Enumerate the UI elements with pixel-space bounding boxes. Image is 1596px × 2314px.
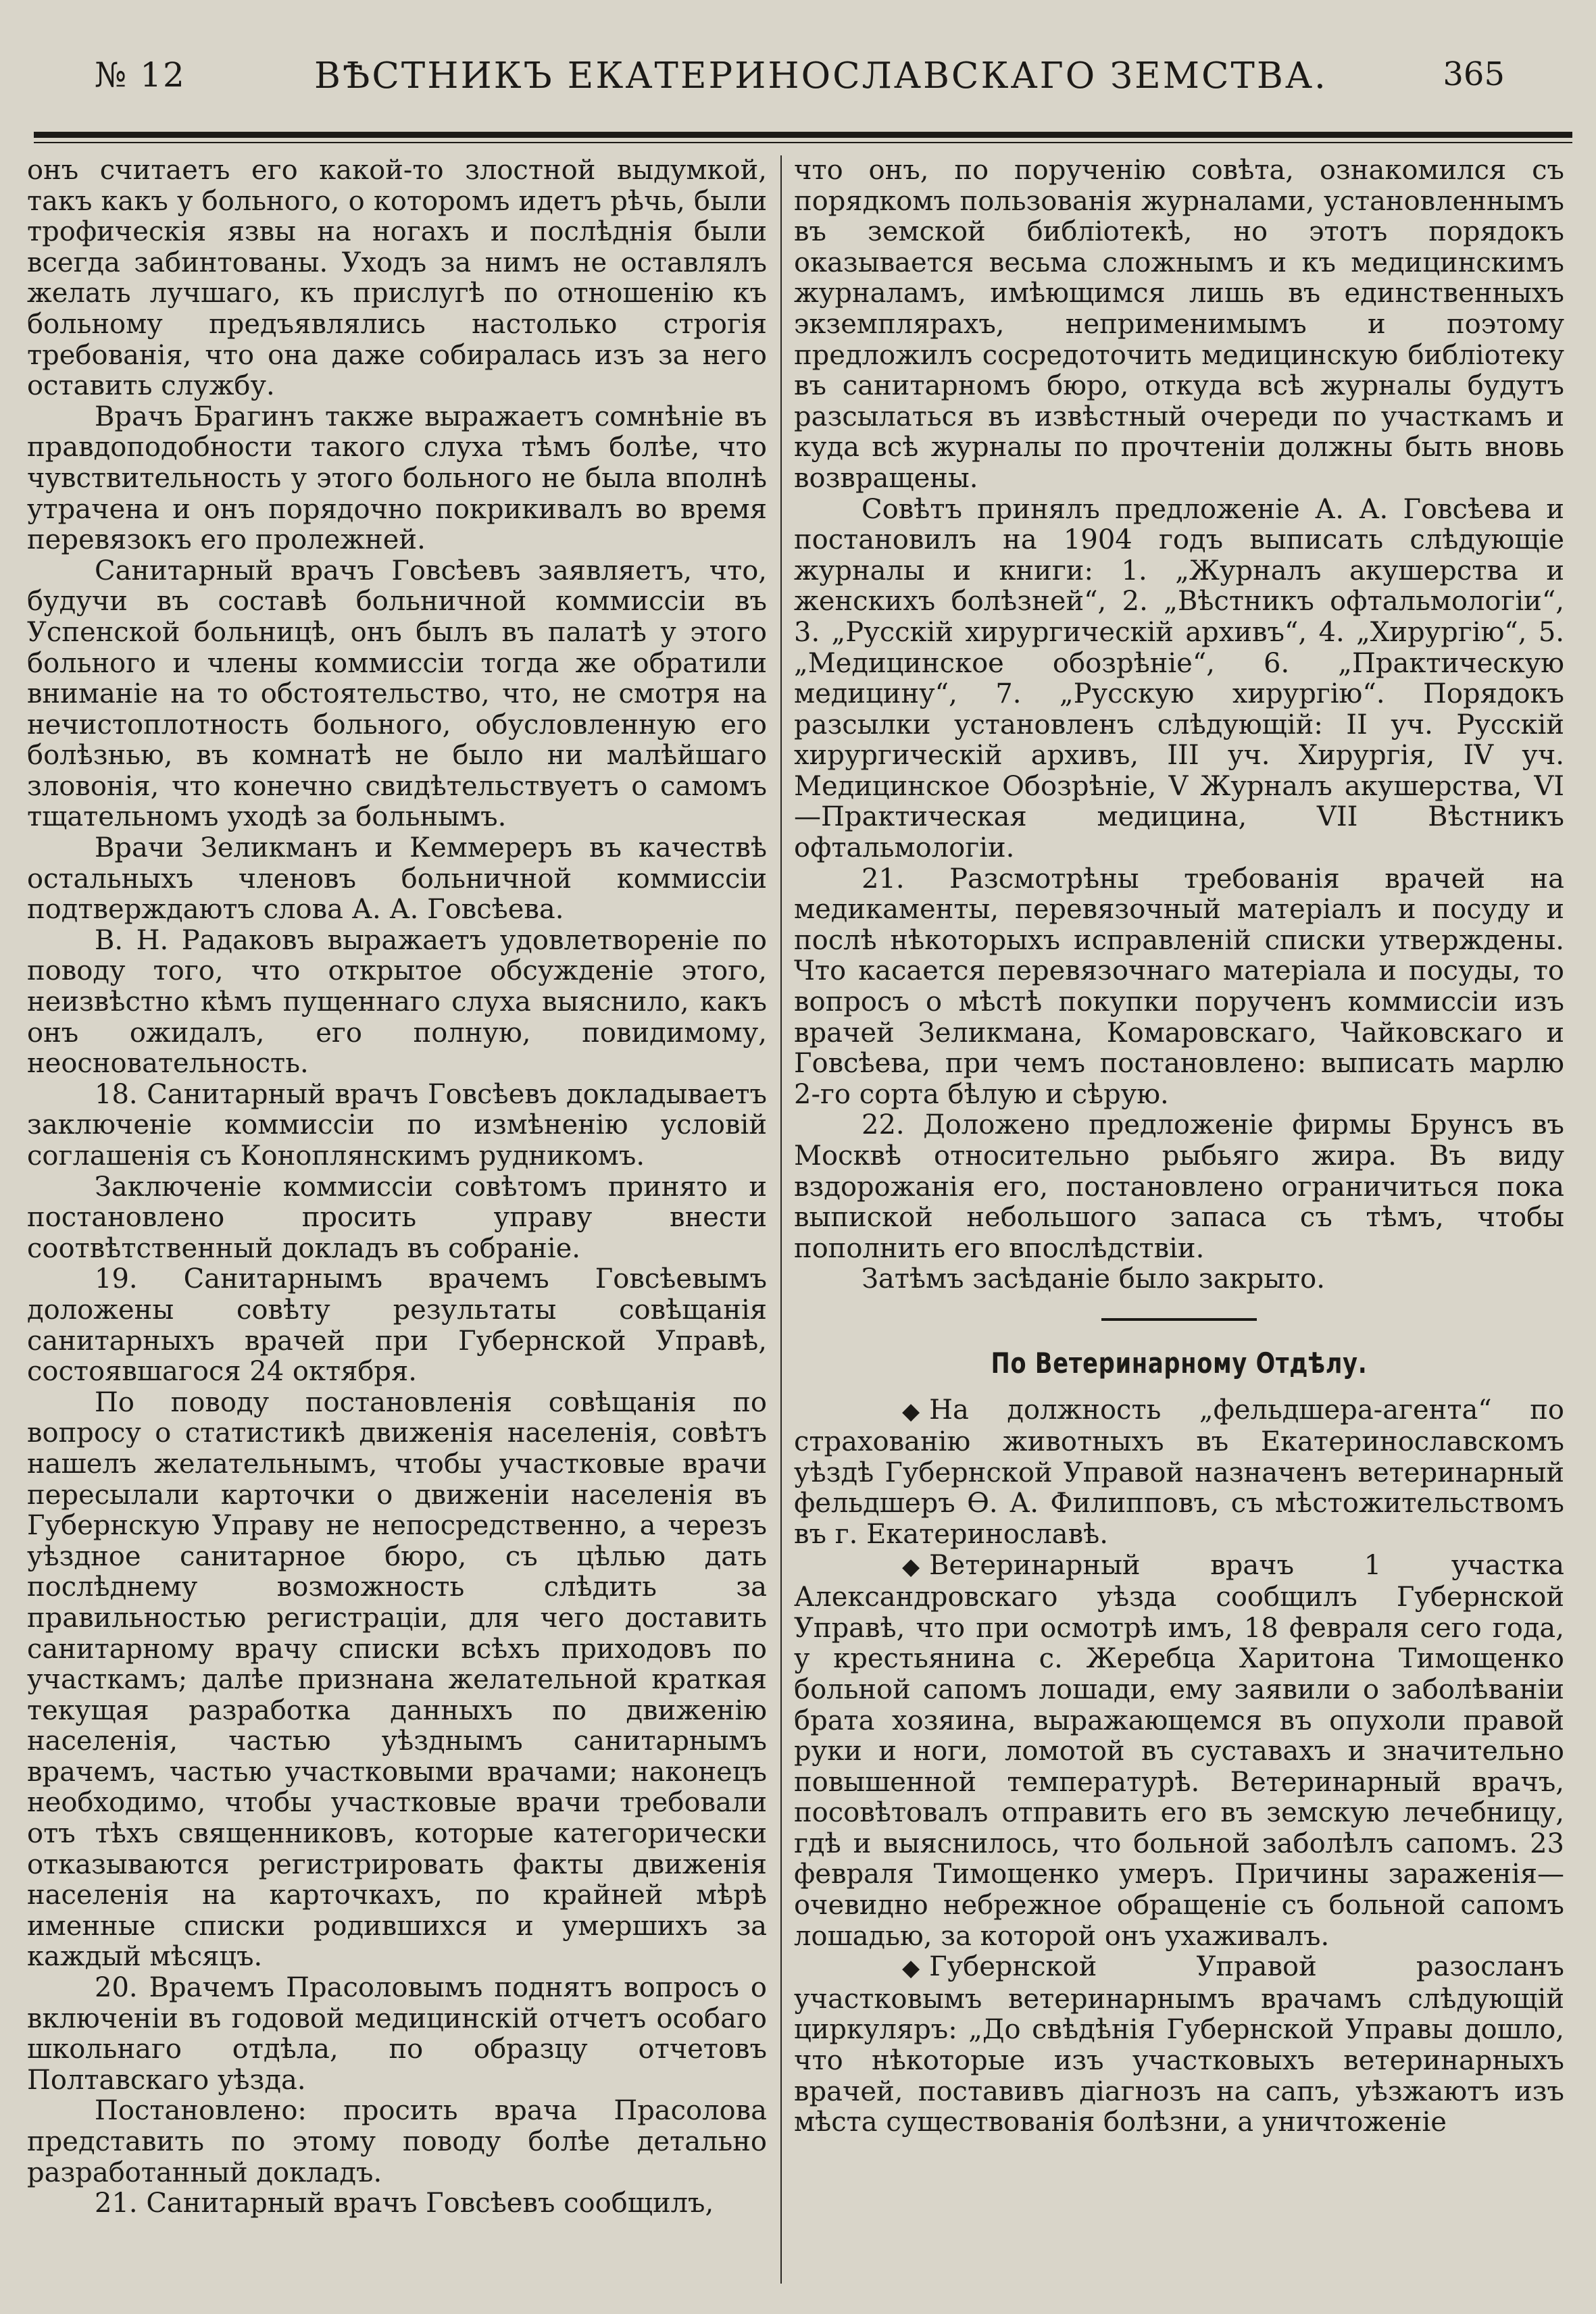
news-item-text: Губернской Управой разосланъ участковымъ ветеринарнымъ врачамъ слѣдующій циркуляръ: „До свѣдѣнія Губернской Управы дошло, что нѣкоторые изъ участковыхъ ветеринарныхъ врачей, поставивъ діагнозъ на сапъ, уѣзжаютъ изъ мѣста существованія болѣзни, а уничтоженіе <box>794 1951 1564 2138</box>
news-item <box>794 1551 1564 1953</box>
paragraph: онъ считаетъ его какой-то злостной выдумкой, такъ какъ у больного, о которомъ идетъ рѣчь, были трофическія язвы на ногахъ и послѣднія были всегда забинтованы. Уходъ за нимъ не оставлялъ желать лучшаго, къ прислугѣ по отношенію къ больному предъявлялись настолько строгія требованія, что она даже собиралась изъ за него оставить службу. <box>27 155 767 402</box>
paragraph: По поводу постановленія совѣщанія по вопросу о статистикѣ движенія населенія, совѣтъ нашелъ желательнымъ, чтобы участковые врачи пересылали карточки о движеніи населенія въ Губернскую Управу не непосредственно, а черезъ уѣздное санитарное бюро, съ цѣлью дать послѣднему возможность слѣдить за правильностью регистраціи, для чего доставить санитарному врачу списки всѣхъ приходовъ по участкамъ; далѣе признана желательной краткая текущая разработка данныхъ по движенію населенія, частью уѣзднымъ санитарнымъ врачемъ, частью участковыми врачами; наконецъ необходимо, чтобы участковые врачи требовали отъ тѣхъ священниковъ, которые категорически отказываются регистрировать факты движенія населенія на карточкахъ, по крайней мѣрѣ именные списки родившихся и умершихъ за каждый мѣсяцъ. <box>27 1386 767 1973</box>
issue-number: № 12 <box>95 55 186 95</box>
paragraph: Санитарный врачъ Говсѣевъ заявляетъ, что, будучи въ составѣ больничной коммиссіи въ Успенской больницѣ, онъ былъ въ палатѣ у этого больного и члены коммиссіи тогда же обратили вниманіе на то обстоятельство, что, не смотря на нечистоплотность больного, обусловленную его болѣзнью, въ комнатѣ не было ни малѣйшаго зловонія, что конечно свидѣтельствуетъ о самомъ тщательномъ уходѣ за больнымъ. <box>27 555 767 833</box>
paragraph: 21. Разсмотрѣны требованія врачей на медикаменты, перевязочный матеріалъ и посуду и послѣ нѣкоторыхъ исправленій списки утверждены. Что касается перевязочнаго матеріала и посуды, то вопросъ о мѣстѣ покупки порученъ коммиссіи изъ врачей Зеликмана, Комаровскаго, Чайковскаго и Говсѣева, при чемъ постановлено: выписать марлю 2-го сорта бѣлую и сѣрую. <box>794 863 1564 1110</box>
paragraph: Врачъ Брагинъ также выражаетъ сомнѣніе въ правдоподобности такого слуха тѣмъ болѣе, что чувствительность у этого больного не была вполнѣ утрачена и онъ порядочно покрикивалъ во время перевязокъ его пролежней. <box>27 401 767 556</box>
column-divider <box>780 155 782 2284</box>
diamond-bullet-icon: ◆ <box>902 1397 920 1425</box>
journal-title: ВѢСТНИКЪ ЕКАТЕРИНОСЛАВСКАГО ЗЕМСТВА. <box>314 55 1328 97</box>
header-rule-thick <box>34 132 1572 138</box>
right-column <box>794 155 1564 2284</box>
paragraph: что онъ, по порученію совѣта, ознакомился съ порядкомъ пользованія журналами, установленнымъ въ земской библіотекѣ, но этотъ порядокъ оказывается весьма сложнымъ и къ медицинскимъ журналамъ, имѣющимся лишь въ единственныхъ экземплярахъ, неприменимымъ и поэтому предложилъ сосредоточить медицинскую библіотеку въ санитарномъ бюро, откуда всѣ журналы будутъ разсылаться въ извѣстный очереди по участкамъ и куда всѣ журналы по прочтеніи должны быть вновь возвращены. <box>794 155 1564 494</box>
section-heading: По Ветеринарному Отдѣлу. <box>991 1346 1368 1380</box>
paragraph: Постановлено: просить врача Прасолова представить по этому поводу болѣе детально разработанный докладъ. <box>27 2095 767 2188</box>
paragraph: Затѣмъ засѣданіе было закрыто. <box>862 1263 1325 1295</box>
paragraph: Заключеніе коммиссіи совѣтомъ принято и постановлено просить управу внести соотвѣтственный докладъ въ собраніе. <box>27 1171 767 1264</box>
paragraph: 19. Санитарнымъ врачемъ Говсѣевымъ доложены совѣту результаты совѣщанія санитарныхъ врачей при Губернской Управѣ, состоявшагося 24 октября. <box>27 1263 767 1388</box>
paragraph: 22. Доложено предложеніе фирмы Брунсъ въ Москвѣ относительно рыбьяго жира. Въ виду вздорожанія его, постановлено ограничиться пока выпиской небольшого запаса съ тѣмъ, чтобы пополнить его впослѣдствіи. <box>794 1109 1564 1264</box>
diamond-bullet-icon: ◆ <box>902 1955 920 1982</box>
paragraph: 20. Врачемъ Прасоловымъ поднятъ вопросъ о включеніи въ годовой медицинскій отчетъ особаго школьнаго отдѣла, по образцу отчетовъ Полтавскаго уѣзда. <box>27 1972 767 2096</box>
news-item <box>794 1395 1564 1551</box>
header-rule-thin <box>34 142 1572 143</box>
paragraph: 21. Санитарный врачъ Говсѣевъ сообщилъ, <box>95 2188 714 2219</box>
diamond-bullet-icon: ◆ <box>902 1553 920 1580</box>
news-item-text: Ветеринарный врачъ 1 участка Александровскаго уѣзда сообщилъ Губернской Управѣ, что при осмотрѣ имъ, 18 февраля сего года, у крестьянина с. Жеребца Харитона Тимощенко больной сапомъ лошади, ему заявили о заболѣваніи брата хозяина, выражающемся въ опухоли правой руки и ноги, ломотой въ суставахъ и значительно повышенной температурѣ. Ветеринарный врачъ, посовѣтовалъ отправить его въ земскую лечебницу, гдѣ и выяснилось, что больной заболѣлъ сапомъ. 23 февраля Тимощенко умеръ. Причины зараженія—очевидно небрежное обращеніе съ больной сапомъ лошадью, за которой онъ ухаживалъ. <box>794 1549 1564 1952</box>
paragraph: 18. Санитарный врачъ Говсѣевъ докладываетъ заключеніе коммиссіи по измѣненію условій соглашенія съ Коноплянскимъ рудникомъ. <box>27 1078 767 1172</box>
paragraph: В. Н. Радаковъ выражаетъ удовлетвореніе по поводу того, что открытое обсужденіе этого, неизвѣстно кѣмъ пущеннаго слуха выяснило, какъ онъ ожидалъ, его полную, повидимому, неосновательность. <box>27 924 767 1080</box>
left-column <box>27 155 767 2284</box>
page-number: 365 <box>1443 55 1505 93</box>
page-header <box>27 55 1569 109</box>
paragraph: Врачи Зеликманъ и Кеммереръ въ качествѣ остальныхъ членовъ больничной коммиссіи подтверждаютъ слова А. А. Говсѣева. <box>27 832 767 926</box>
news-item <box>794 1952 1564 2138</box>
news-item-text: На должность „фельдшера-агента“ по страхованію животныхъ въ Екатеринославскомъ уѣздѣ Губернской Управой назначенъ ветеринарный фельдшеръ Ѳ. А. Филипповъ, съ мѣстожительствомъ въ г. Екатеринославѣ. <box>794 1394 1564 1550</box>
paragraph: Совѣтъ принялъ предложеніе А. А. Говсѣева и постановилъ на 1904 годъ выписать слѣдующіе журналы и книги: 1. „Журналъ акушерства и женскихъ болѣзней“, 2. „Вѣстникъ офтальмологіи“, 3. „Русскій хирургическій архивъ“, 4. „Хирургію“, 5. „Медицинское обозрѣніе“, 6. „Практическую медицину“, 7. „Русскую хирургію“. Порядокъ разсылки установленъ слѣдующій: II уч. Русскій хирургическій архивъ, III уч. Хирургія, IV уч. Медицинское Обозрѣніе, V Журналъ акушерства, VI—Практическая медицина, VII Вѣстникъ офтальмологіи. <box>794 493 1564 864</box>
section-separator <box>1101 1318 1257 1321</box>
